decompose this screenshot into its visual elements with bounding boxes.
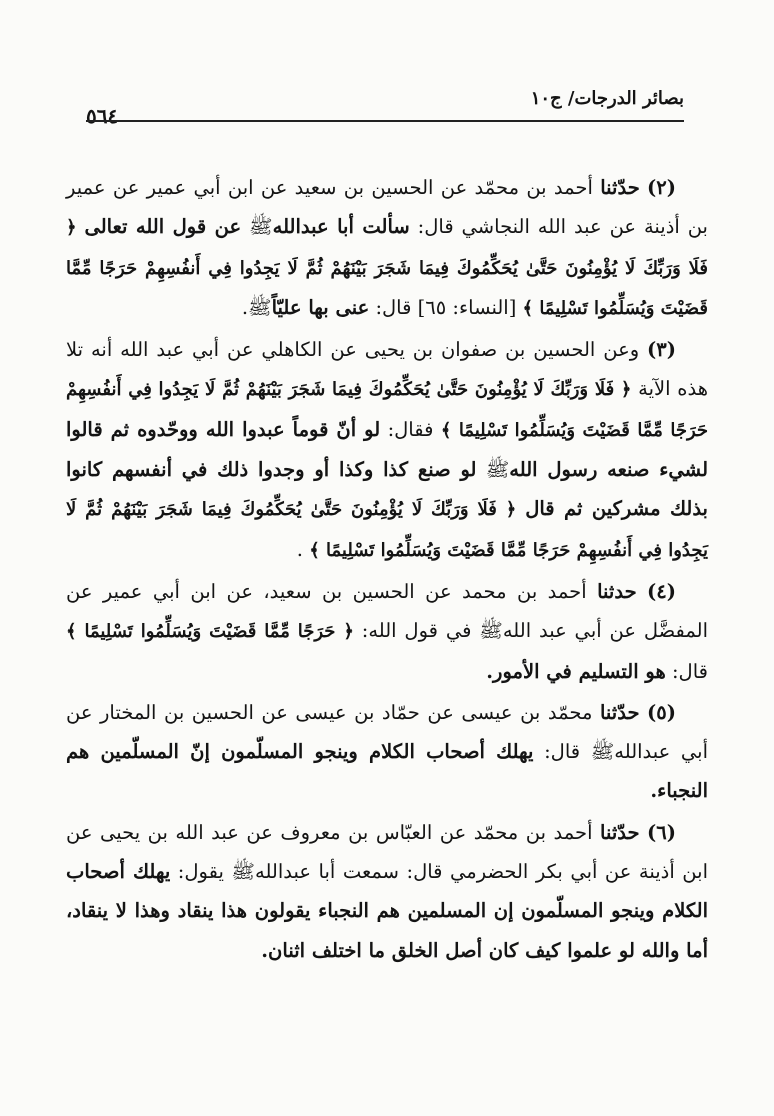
narration-bold: يهلك أصحاب الكلام وينجو المسلّمون إنّ المسلّمين هم النجباء. — [66, 740, 708, 803]
chain-lead: حدّثنا — [600, 176, 640, 199]
chain-lead: حدّثنا — [599, 700, 640, 724]
header-rule — [86, 120, 684, 122]
hadith-4 — [66, 572, 708, 691]
narration-text: قال: — [671, 659, 708, 683]
page-number: ٥٦٤ — [86, 104, 119, 128]
hadith-number: (٢) — [647, 176, 676, 199]
verse-reference: [النساء: ٦٥] قال: — [375, 295, 517, 319]
chain-lead: حدثنا — [597, 579, 637, 603]
narration-bold: هو التسليم في الأمور. — [486, 659, 666, 683]
narration-text: أحمد بن محمّد عن العبّاس بن معروف عن عبد الله بن يحيى عن ابن أذينة عن أبي بكر الحضرمي قال: سمعت أبا عبدالله — [66, 820, 708, 884]
narration-bold: يهلك أصحاب الكلام وينجو المسلّمون إن المسلمين هم النجباء يقولون هذا ينقاد وهذا لا ينقاد، أما والله لو علموا كيف كان أصل الخلق ما اختلف اثنان. — [66, 860, 708, 962]
hadith-number: (٤) — [647, 579, 676, 603]
quran-verse: ﴿ فَلَا وَرَبِّكَ لَا يُؤْمِنُونَ حَتَّىٰ يُحَكِّمُوكَ فِيمَا شَجَرَ بَيْنَهُمْ ثُمَّ لَا يَجِدُوا فِي أَنفُسِهِمْ حَرَجًا مِّمَّا قَضَيْتَ وَيُسَلِّمُوا تَسْلِيمًا ﴾ — [66, 217, 708, 319]
honorific-glyph: ﷺ — [231, 860, 255, 884]
honorific-glyph: ﷺ — [590, 740, 615, 764]
page-header — [86, 86, 684, 128]
hadith-2: (٢) حدّثنا أحمد بن محمّد عن الحسين بن سعيد عن ابن أبي عمير عن عمير بن أذينة عن عبد الله النجاشي قال: سألت أبا عبداللهﷺ عن قول الله تعالى ﴿ فَلَا وَرَبِّكَ لَا يُؤْمِنُونَ حَتَّىٰ يُحَكِّمُوكَ فِيمَا شَجَرَ بَيْنَهُمْ ثُمَّ لَا يَجِدُوا فِي أَنفُسِهِمْ حَرَجًا مِّمَّا قَضَيْتَ وَيُسَلِّمُوا تَسْلِيمًا ﴾ [النساء: ٦٥] قال: عنى بها عليّاًﷺ. — [66, 176, 708, 319]
hadith-3 — [66, 330, 708, 570]
honorific-glyph: ﷺ — [248, 295, 272, 319]
hadith-number: (٣) — [647, 338, 676, 362]
quran-verse: ﴿ حَرَجًا مِّمَّا قَضَيْتَ وَيُسَلِّمُوا تَسْلِيمًا ﴾ — [66, 621, 354, 643]
narration-text: فقال: — [387, 417, 434, 441]
narration-text: في قول الله: — [361, 619, 472, 643]
running-title: بصائر الدرجات/ ج١٠ — [530, 88, 684, 109]
quran-verse: ﴿ فَلَا وَرَبِّكَ لَا يُؤْمِنُونَ حَتَّىٰ يُحَكِّمُوكَ فِيمَا شَجَرَ بَيْنَهُمْ ثُمَّ لَا يَجِدُوا فِي أَنفُسِهِمْ حَرَجًا مِّمَّا قَضَيْتَ وَيُسَلِّمُوا تَسْلِيمًا ﴾ — [66, 499, 708, 561]
narration-text: أحمد بن محمد عن الحسين بن سعيد، عن ابن أبي عمير عن المفضَّل عن أبي عبد الله — [66, 579, 709, 643]
narration-bold: سألت أبا عبدالله — [272, 215, 410, 239]
end-mark: . — [296, 537, 303, 561]
chain-lead: حدّثنا — [600, 820, 640, 844]
hadith-6 — [66, 813, 708, 970]
hadith-5 — [66, 693, 708, 811]
narration-bold: عن قول الله تعالى — [84, 215, 242, 239]
narration-text: يقول: — [177, 860, 224, 884]
hadith-number: (٥) — [647, 700, 676, 724]
narration-bold: لو أنّ قوماً عبدوا الله ووحّدوه ثم قالوا لشيء صنعه رسول الله — [66, 417, 709, 482]
honorific-glyph: ﷺ — [249, 215, 273, 239]
honorific-glyph: ﷺ — [485, 458, 510, 482]
narration-text: قال: — [544, 740, 581, 764]
narration-bold: لو صنع كذا وكذا أو وجدوا ذلك في أنفسهم كانوا بذلك مشركين ثم قال — [66, 458, 708, 521]
hadith-number: (٦) — [647, 820, 676, 844]
narration-text: وعن الحسين بن صفوان بن يحيى عن الكاهلي عن أبي عبد الله أنه تلا هذه الآية — [66, 338, 709, 401]
narration-text: محمّد بن عيسى عن حمّاد بن عيسى عن الحسين بن المختار عن أبي عبدالله — [66, 700, 709, 764]
honorific-glyph: ﷺ — [479, 619, 503, 643]
page-body — [66, 168, 708, 970]
narration-text: أحمد بن محمّد عن الحسين بن سعيد عن ابن أبي عمير عن عمير بن أذينة عن عبد الله النجاشي قال: — [66, 176, 708, 239]
quran-verse: ﴿ فَلَا وَرَبِّكَ لَا يُؤْمِنُونَ حَتَّىٰ يُحَكِّمُوكَ فِيمَا شَجَرَ بَيْنَهُمْ ثُمَّ لَا يَجِدُوا فِي أَنفُسِهِمْ حَرَجًا مِّمَّا قَضَيْتَ وَيُسَلِّمُوا تَسْلِيمًا ﴾ — [66, 379, 709, 441]
narration-bold: عنى بها عليّاً — [271, 295, 370, 319]
